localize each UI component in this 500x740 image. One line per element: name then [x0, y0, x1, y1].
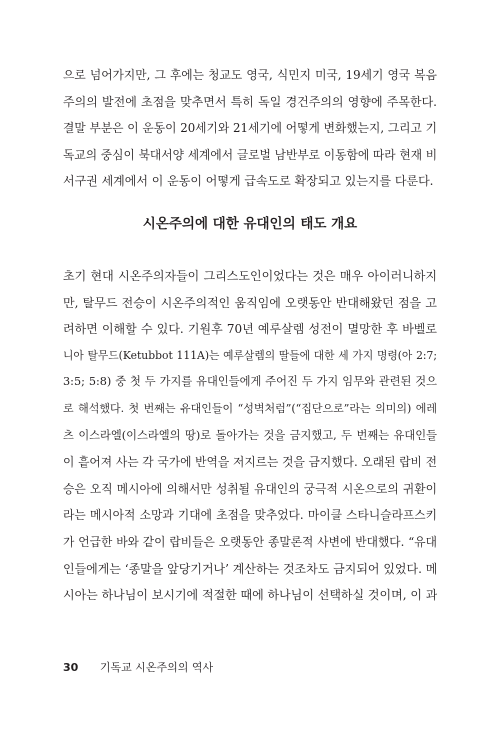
text-line: 결말 부분은 이 운동이 20세기와 21세기에 어떻게 변화했는지, 그리고 기: [63, 121, 437, 136]
text-line: 초기 현대 시온주의자들이 그리스도인이었다는 것은 매우 아이러니하지: [63, 269, 437, 283]
page-footer: [63, 660, 213, 676]
text-line: 니아 탈무드(Ketubbot 111A)는 예루살렘의 딸들에 대한 세 가지 명령(아 2:7;: [63, 348, 437, 362]
text-line: 로 해석했다. 첫 번째는 유대인들이 “성벽처럼”(“집단으로”라는 의미의) 에레: [63, 401, 437, 415]
text-line: 가 언급한 바와 같이 랍비들은 오랫동안 종말론적 사변에 반대했다. “유대: [63, 534, 437, 549]
text-line: 만, 탈무드 전승이 시온주의적인 움직임에 오랫동안 반대해왔던 점을 고: [63, 295, 437, 310]
text-line: 인들에게는 ‘종말을 앞당기거나’ 계산하는 것조차도 금지되어 있었다. 메: [63, 561, 437, 576]
body-paragraph-main: [63, 263, 437, 609]
text-line: 승은 오직 메시아에 의해서만 성취될 유대인의 궁극적 시온으로의 귀환이: [63, 481, 437, 496]
body-paragraph-intro: [63, 62, 437, 195]
text-line: 시아는 하나님이 보시기에 적절한 때에 하나님이 선택하실 것이며, 이 과: [63, 588, 437, 603]
text-line: 서구권 세계에서 이 운동이 어떻게 급속도로 확장되고 있는지를 다룬다.: [63, 174, 434, 189]
page-number: 30: [63, 661, 79, 674]
text-line: 라는 메시아적 소망과 기대에 초점을 맞추었다. 마이클 스타니슬라프스키: [63, 508, 437, 523]
text-line: 주의의 발전에 초점을 맞추면서 특히 독일 경건주의의 영향에 주목한다.: [63, 94, 437, 109]
text-line: 이 흩어져 사는 각 국가에 반역을 저지르는 것을 금지했다. 오래된 랍비 전: [63, 455, 437, 470]
text-line: 3:5; 5:8) 중 첫 두 가지를 유대인들에게 주어진 두 가지 임무와 관련된 것으: [63, 375, 437, 389]
text-line: 츠 이스라엘(이스라엘의 땅)로 돌아가는 것을 금지했고, 두 번째는 유대인들: [63, 428, 437, 442]
section-heading: 시온주의에 대한 유대인의 태도 개요: [142, 216, 358, 232]
text-line: 려하면 이해할 수 있다. 기원후 70년 예루살렘 성전이 멸망한 후 바벨로: [63, 322, 437, 337]
text-line: 으로 넘어가지만, 그 후에는 청교도 영국, 식민지 미국, 19세기 영국 복음: [63, 68, 437, 82]
running-book-title: 기독교 시온주의의 역사: [99, 661, 214, 674]
text-line: 독교의 중심이 북대서양 세계에서 글로벌 남반부로 이동함에 따라 현재 비: [63, 147, 437, 162]
